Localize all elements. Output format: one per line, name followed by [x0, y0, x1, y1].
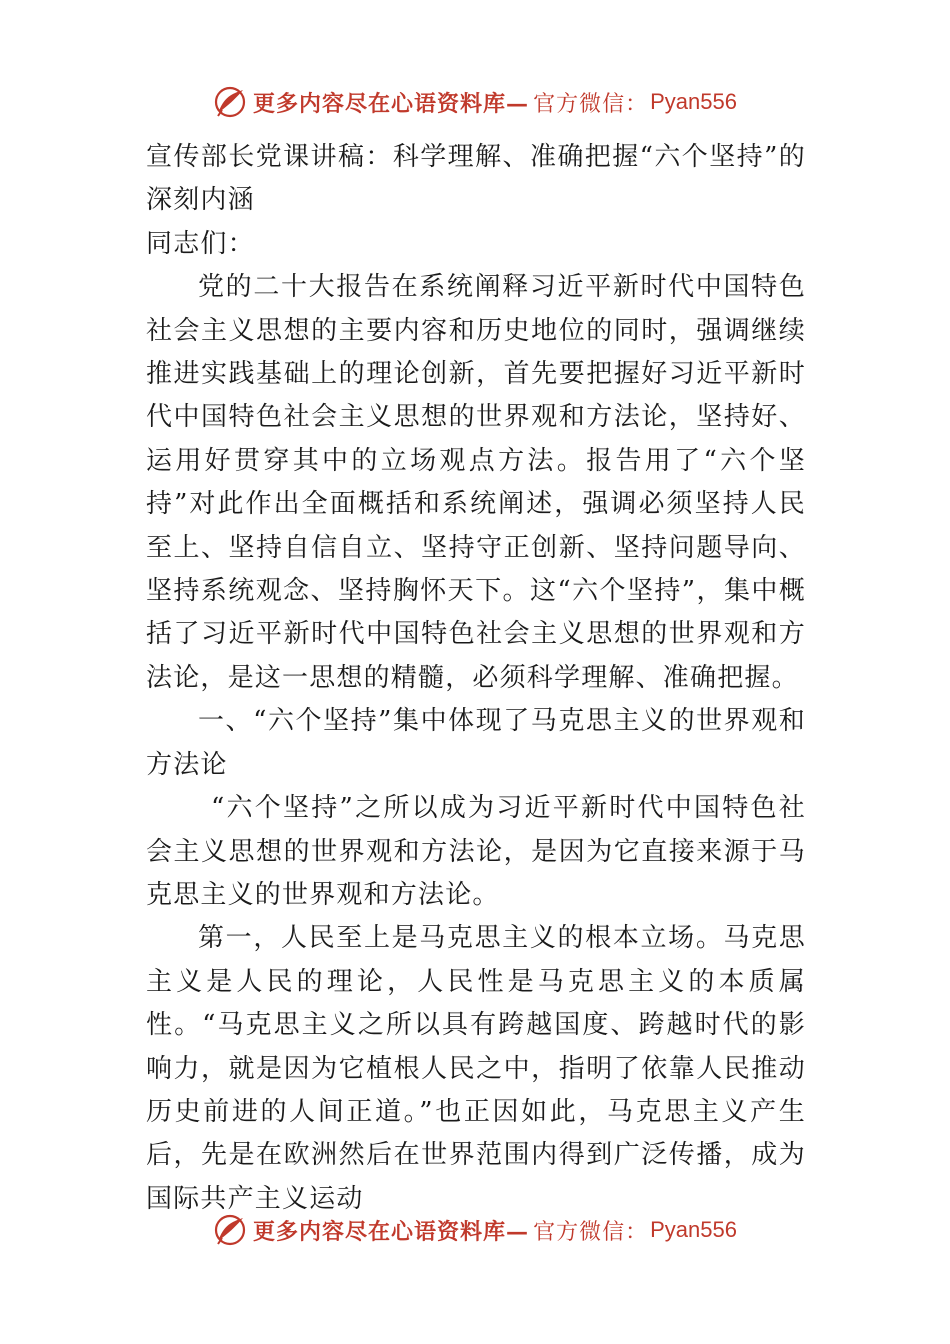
paragraph-point-1: 第一，人民至上是马克思主义的根本立场。马克思主义是人民的理论，人民性是马克思主义的本质属性。“马克思主义之所以具有跨越国度、跨越时代的影响力，就是因为它植根人民之中，指明了依靠人民推动历史前进的人间正道。”也正因如此，马克思主义产生后，先是在欧洲然后在世界范围内得到广泛传播，成为国际共产主义运动 [146, 923, 806, 1214]
banner-wechat-label: 官方微信： [533, 1219, 649, 1245]
document-title: 宣传部长党课讲稿：科学理解、准确把握“六个坚持”的深刻内涵 [146, 142, 806, 216]
salutation: 同志们： [146, 228, 255, 259]
banner-wechat-id: Pyan556 [650, 89, 737, 114]
brand-logo-icon [213, 85, 247, 119]
section-heading-1: 一、“六个坚持”集中体现了马克思主义的世界观和方法论 [146, 706, 806, 780]
header-banner [0, 80, 950, 124]
brand-logo-icon [213, 1213, 247, 1247]
paragraph-section-1: “六个坚持”之所以成为习近平新时代中国特色社会主义思想的世界观和方法论，是因为它直接来源于马克思主义的世界观和方法论。 [146, 793, 806, 910]
banner-wechat-id: Pyan556 [650, 1217, 737, 1242]
banner-main-text: 更多内容尽在心语资料库— [253, 90, 530, 117]
paragraph-intro: 党的二十大报告在系统阐释习近平新时代中国特色社会主义思想的主要内容和历史地位的同时，强调继续推进实践基础上的理论创新，首先要把握好习近平新时代中国特色社会主义思想的世界观和方法论，坚持好、运用好贯穿其中的立场观点方法。报告用了“六个坚持”对此作出全面概括和系统阐述，强调必须坚持人民至上、坚持自信自立、坚持守正创新、坚持问题导向、坚持系统观念、坚持胸怀天下。这“六个坚持”，集中概括了习近平新时代中国特色社会主义思想的世界观和方法论，是这一思想的精髓，必须科学理解、准确把握。 [146, 272, 806, 693]
banner-wechat-label: 官方微信： [533, 91, 649, 117]
footer-banner [0, 1208, 950, 1252]
document-body [146, 136, 806, 1221]
banner-main-text: 更多内容尽在心语资料库— [253, 1218, 530, 1245]
